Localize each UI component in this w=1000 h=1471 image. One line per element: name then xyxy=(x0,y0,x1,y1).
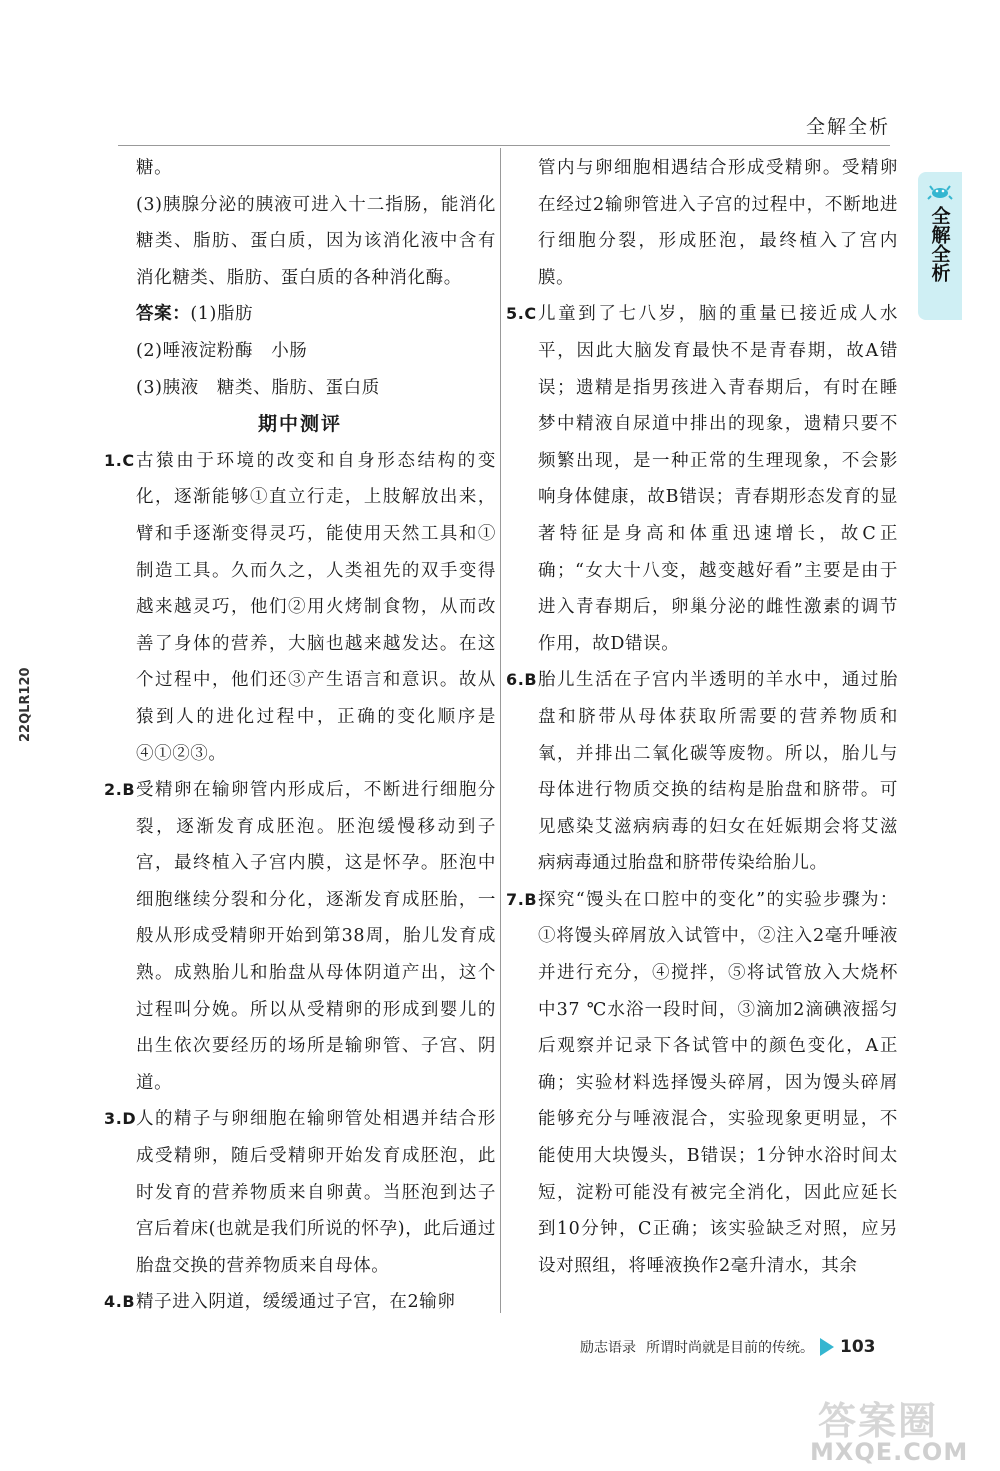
prev-answer-end: 糖。 xyxy=(136,158,173,178)
question-explanation: 古猿由于环境的改变和自身形态结构的变化，逐渐能够①直立行走，上肢解放出来，臂和手逐渐变得灵巧，能使用天然工具和①制造工具。久而久之，人类祖先的双手变得越来越灵巧，他们②用火烤制食物，从而改善了身体的营养，大脑也越来越发达。在这个过程中，他们还③产生语言和意识。故从猿到人的进化过程中，正确的变化顺序是④①②③。 xyxy=(136,450,496,764)
page-footer xyxy=(580,1337,876,1357)
question-item xyxy=(506,882,898,1285)
question-item xyxy=(506,296,898,662)
answer-2: (2)唾液淀粉酶 小肠 xyxy=(136,340,308,361)
motto-label: 励志语录 xyxy=(580,1340,636,1356)
question-explanation: 受精卵在输卵管内形成后，不断进行细胞分裂，逐渐发育成胚泡。胚泡缓慢移动到子宫，最终植入子宫内膜，这是怀孕。胚泡中细胞继续分裂和分化，逐渐发育成胚胎，一般从形成受精卵开始到第38周，胎儿发育成熟。成熟胎儿和胎盘从母体阴道产出，这个过程叫分娩。所以从受精卵的形成到婴儿的出生依次要经历的场所是输卵管、子宫、阴道。 xyxy=(136,780,496,1093)
side-section-tab xyxy=(918,172,962,320)
side-tab-label: 全解全析 xyxy=(928,206,951,282)
question-number: 2.B xyxy=(104,780,136,800)
question-explanation: 胎儿生活在子宫内半透明的羊水中，通过胎盘和脐带从母体获取所需要的营养物质和氧，并排出二氧化碳等废物。所以，胎儿与母体进行物质交换的结构是胎盘和脐带。可见感染艾滋病病毒的妇女在妊娠期会将艾滋病病毒通过胎盘和脐带传染给胎儿。 xyxy=(538,670,898,874)
question-explanation: 探究“馒头在口腔中的变化”的实验步骤为：①将馒头碎屑放入试管中，②注入2毫升唾液并进行充分，④搅拌，⑤将试管放入大烧杯中37 ℃水浴一段时间，③滴加2滴碘液摇匀后观察并记录下各试管中的颜色变化，A正确；实验材料选择馒头碎屑，因为馒头碎屑能够充分与唾液混合，实验现象更明显，不能使用大块馒头，B错误；1分钟水浴时间太短，淀粉可能没有被完全消化，因此应延长到10分钟，C正确；该实验缺乏对照，应另设对照组，将唾液换作2毫升清水，其余 xyxy=(538,889,898,1276)
question-explanation: 儿童到了七八岁，脑的重量已接近成人水平，因此大脑发育最快不是青春期，故A错误；遗精是指男孩进入青春期后，有时在睡梦中精液自尿道中排出的现象，遗精只要不频繁出现，是一种正常的生理现象，不会影响身体健康，故B错误；青春期形态发育的显著特征是身高和体重迅速增长，故C正确；“女大十八变，越变越好看”主要是由于进入青春期后，卵巢分泌的雌性激素的调节作用，故D错误。 xyxy=(538,304,898,654)
crab-icon xyxy=(927,180,953,202)
question-number: 4.B xyxy=(104,1292,136,1312)
question-number: 6.B xyxy=(506,670,538,690)
page-number: 103 xyxy=(840,1337,876,1357)
prev-answer-para: (3)胰腺分泌的胰液可进入十二指肠，能消化糖类、脂肪、蛋白质，因为该消化液中含有消化糖类、脂肪、蛋白质的各种消化酶。 xyxy=(136,194,496,288)
question-item xyxy=(104,1101,496,1284)
question-number: 5.C xyxy=(506,304,537,324)
watermark xyxy=(790,1390,990,1468)
arrow-icon xyxy=(820,1338,834,1356)
question-item xyxy=(104,1284,496,1321)
answer-line-1 xyxy=(104,296,496,333)
question-item xyxy=(104,443,496,772)
header-divider xyxy=(118,145,890,146)
left-column xyxy=(104,150,496,1321)
question-continuation: 管内与卵细胞相遇结合形成受精卵。受精卵在经过2输卵管进入子宫的过程中，不断地进行细胞分裂，形成胚泡，最终植入了宫内膜。 xyxy=(538,158,898,288)
answer-1: (1)脂肪 xyxy=(190,304,254,325)
question-explanation: 精子进入阴道，缓缓通过子宫，在2输卵 xyxy=(136,1292,456,1313)
answer-3: (3)胰液 糖类、脂肪、蛋白质 xyxy=(136,377,380,398)
book-code: 22QLR120 xyxy=(18,667,33,742)
watermark-text: 答案圈 xyxy=(818,1399,939,1443)
page-header-title: 全解全析 xyxy=(805,116,890,138)
question-item xyxy=(506,662,898,882)
column-divider xyxy=(500,148,501,1313)
answer-label: 答案： xyxy=(136,304,191,325)
question-item xyxy=(104,772,496,1101)
section-title: 期中测评 xyxy=(257,413,342,436)
question-explanation: 人的精子与卵细胞在输卵管处相遇并结合形成受精卵，随后受精卵开始发育成胚泡，此时发育的营养物质来自卵黄。当胚泡到达子宫后着床(也就是我们所说的怀孕)，此后通过胎盘交换的营养物质来自母体。 xyxy=(136,1109,496,1276)
right-column xyxy=(506,150,898,1284)
question-number: 3.D xyxy=(104,1109,137,1129)
watermark-url: MXQE.COM xyxy=(810,1438,969,1466)
motto-text: 所谓时尚就是目前的传统。 xyxy=(646,1340,814,1356)
question-number: 7.B xyxy=(506,889,538,909)
question-number: 1.C xyxy=(104,450,135,470)
